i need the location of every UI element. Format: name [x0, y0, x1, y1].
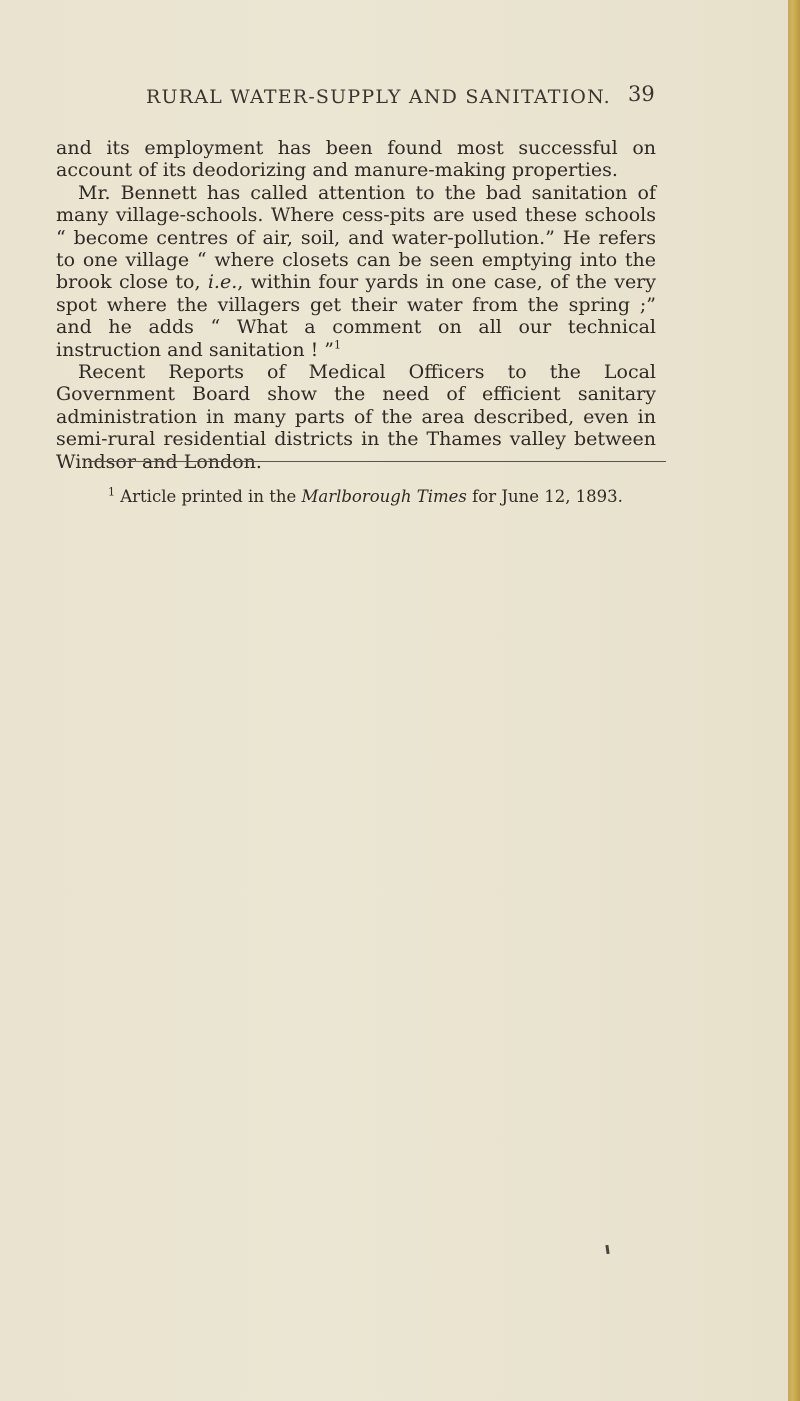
footnote-reference: 1 — [334, 338, 342, 352]
page-edge-binding — [788, 0, 800, 1401]
ink-speck — [605, 1245, 609, 1254]
footnote — [108, 487, 623, 506]
paragraph-text: , within four yards in one case, of the very spot where the villagers get their water from the spring ;” and he adds “ What a comment on all our technical instruction and sanitation ! ” — [56, 271, 657, 361]
paragraph-village-schools — [56, 182, 656, 361]
paragraph-continuation: and its employment has been found most successful on account of its deodorizing and manure-making properties. — [56, 137, 656, 182]
footnote-rule — [88, 461, 666, 462]
footnote-marker: 1 — [108, 485, 115, 499]
footnote-text: Article printed in the — [120, 487, 302, 506]
paragraph-text: Mr. Bennett has called attention to the bad sanitation of many village-schools. Where cess-pits are used these schools “ become centres of air, soil, and water-pollution.” He refers to one village “ where closets can be seen emptying into the brook close to, — [56, 181, 656, 294]
footnote-publication: Marlborough Times — [301, 487, 467, 506]
body-text — [56, 137, 656, 473]
paragraph-recent-reports: Recent Reports of Medical Officers to the Local Government Board show the need of efficient sanitary administration in many parts of the area described, even in semi-rural residential districts in the Thames valley between Windsor and London. — [56, 361, 656, 473]
italic-ie: i.e. — [207, 271, 238, 294]
running-head: RURAL WATER-SUPPLY AND SANITATION. — [146, 86, 611, 108]
page-number: 39 — [628, 82, 655, 106]
footnote-text-end: for June 12, 1893. — [466, 487, 623, 506]
